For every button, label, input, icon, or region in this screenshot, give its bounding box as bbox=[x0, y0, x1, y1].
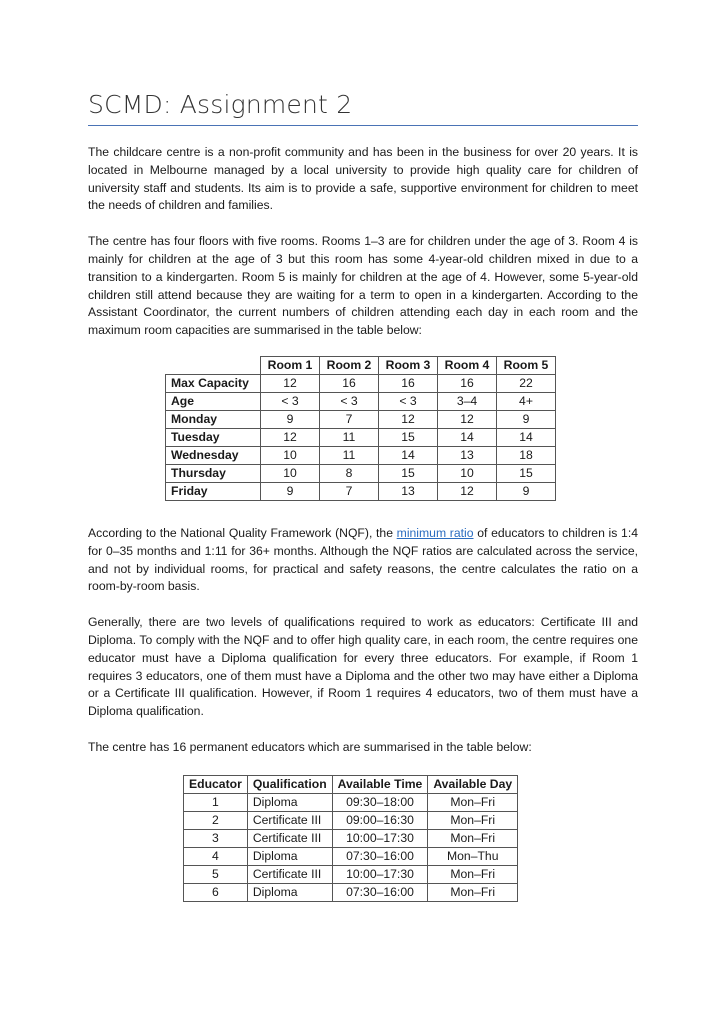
table-row bbox=[166, 482, 556, 500]
table-row bbox=[184, 883, 518, 901]
row-label: Thursday bbox=[166, 464, 261, 482]
table-cell: 10:00–17:30 bbox=[332, 865, 428, 883]
table-cell: Diploma bbox=[247, 883, 332, 901]
ratio-paragraph bbox=[88, 525, 638, 596]
table-cell: Mon–Fri bbox=[428, 883, 518, 901]
table-cell: < 3 bbox=[261, 392, 320, 410]
educators-table-header-row bbox=[184, 775, 518, 793]
table-row bbox=[166, 392, 556, 410]
table-row bbox=[166, 464, 556, 482]
table-cell: 4 bbox=[184, 847, 248, 865]
table-cell: 12 bbox=[261, 374, 320, 392]
table-cell: 18 bbox=[497, 446, 556, 464]
table-cell: Mon–Fri bbox=[428, 829, 518, 847]
table-cell: 9 bbox=[497, 410, 556, 428]
qualifications-paragraph: Generally, there are two levels of qualifications required to work as educators: Certificate III and Diploma. To comply with the NQF and to offer high quality care, in each room, the centre requires one educator must have a Diploma qualification for every three educators. For example, if Room 1 requires 3 educators, one of them must have a Diploma and the other two may have either a Diploma or a Certificate III qualification. However, if Room 1 requires 4 educators, two of them must have a Diploma qualification. bbox=[88, 615, 638, 719]
row-label: Tuesday bbox=[166, 428, 261, 446]
table-cell: 13 bbox=[438, 446, 497, 464]
table-row bbox=[184, 865, 518, 883]
ratio-text-before: According to the National Quality Framework (NQF), the bbox=[88, 525, 397, 540]
row-label: Monday bbox=[166, 410, 261, 428]
table-cell: 16 bbox=[438, 374, 497, 392]
table-cell: 10:00–17:30 bbox=[332, 829, 428, 847]
column-header: Available Day bbox=[428, 775, 518, 793]
table-cell: 3–4 bbox=[438, 392, 497, 410]
table-cell: 12 bbox=[438, 482, 497, 500]
table-cell: 3 bbox=[184, 829, 248, 847]
table-cell: 12 bbox=[261, 428, 320, 446]
table-cell: 22 bbox=[497, 374, 556, 392]
column-header: Qualification bbox=[247, 775, 332, 793]
rooms-table-corner bbox=[166, 356, 261, 374]
table-cell: Mon–Fri bbox=[428, 865, 518, 883]
table-cell: 7 bbox=[320, 482, 379, 500]
rooms-table-header-row bbox=[166, 356, 556, 374]
table-cell: 9 bbox=[497, 482, 556, 500]
row-label: Age bbox=[166, 392, 261, 410]
rooms-paragraph: The centre has four floors with five rooms. Rooms 1–3 are for children under the age of 3. Room 4 is mainly for children at the age of 3 but this room has some 4-year-old children mixed in due to a transition to a kindergarten. Room 5 is mainly for children at the age of 4. However, some 5-year-old children still attend because they are waiting for a term to open in a kindergarten. According to the Assistant Coordinator, the current numbers of children attending each day in each room and the maximum room capacities are summarised in the table below: bbox=[88, 234, 638, 338]
table-cell: 09:30–18:00 bbox=[332, 793, 428, 811]
table-row bbox=[184, 847, 518, 865]
intro-paragraph: The childcare centre is a non-profit community and has been in the business for over 20 years. It is located in Melbourne managed by a local university to provide high quality care for children of university staff and students. Its aim is to provide a safe, supportive environment for children to meet the needs of children and families. bbox=[88, 145, 638, 213]
table-cell: 10 bbox=[438, 464, 497, 482]
table-cell: 09:00–16:30 bbox=[332, 811, 428, 829]
table-cell: 10 bbox=[261, 464, 320, 482]
room-header: Room 4 bbox=[438, 356, 497, 374]
table-cell: 16 bbox=[320, 374, 379, 392]
educators-intro-paragraph: The centre has 16 permanent educators which are summarised in the table below: bbox=[88, 739, 532, 754]
table-cell: Mon–Fri bbox=[428, 811, 518, 829]
table-cell: 07:30–16:00 bbox=[332, 883, 428, 901]
table-row bbox=[184, 811, 518, 829]
table-cell: 10 bbox=[261, 446, 320, 464]
table-row bbox=[184, 829, 518, 847]
room-header: Room 1 bbox=[261, 356, 320, 374]
ratio-text-after: of educators to children is 1:4 for 0–35 months and 1:11 for 36+ months. Although the NQF ratios are calculated across the service, and not by individual rooms, for practical and safety reasons, the centre calculates the ratio on a room-by-room basis. bbox=[88, 525, 638, 594]
title-underline bbox=[88, 125, 638, 126]
table-cell: 15 bbox=[379, 464, 438, 482]
row-label: Max Capacity bbox=[166, 374, 261, 392]
table-cell: 14 bbox=[438, 428, 497, 446]
room-header: Room 5 bbox=[497, 356, 556, 374]
table-cell: 11 bbox=[320, 446, 379, 464]
column-header: Educator bbox=[184, 775, 248, 793]
table-cell: 15 bbox=[497, 464, 556, 482]
page-title: SCMD: Assignment 2 bbox=[88, 90, 353, 119]
table-cell: Mon–Thu bbox=[428, 847, 518, 865]
row-label: Friday bbox=[166, 482, 261, 500]
table-cell: < 3 bbox=[379, 392, 438, 410]
table-cell: 15 bbox=[379, 428, 438, 446]
table-cell: 07:30–16:00 bbox=[332, 847, 428, 865]
table-cell: 14 bbox=[497, 428, 556, 446]
table-cell: 2 bbox=[184, 811, 248, 829]
table-cell: < 3 bbox=[320, 392, 379, 410]
table-cell: 16 bbox=[379, 374, 438, 392]
room-header: Room 2 bbox=[320, 356, 379, 374]
table-row bbox=[166, 374, 556, 392]
table-cell: Mon–Fri bbox=[428, 793, 518, 811]
table-cell: 12 bbox=[438, 410, 497, 428]
table-row bbox=[166, 446, 556, 464]
table-cell: 1 bbox=[184, 793, 248, 811]
table-cell: 13 bbox=[379, 482, 438, 500]
table-cell: Certificate III bbox=[247, 829, 332, 847]
table-cell: Certificate III bbox=[247, 865, 332, 883]
table-row bbox=[166, 428, 556, 446]
table-cell: 9 bbox=[261, 482, 320, 500]
table-cell: 11 bbox=[320, 428, 379, 446]
table-cell: Diploma bbox=[247, 793, 332, 811]
minimum-ratio-link[interactable]: minimum ratio bbox=[396, 525, 474, 540]
table-row bbox=[184, 793, 518, 811]
table-cell: 6 bbox=[184, 883, 248, 901]
educators-table bbox=[183, 775, 518, 902]
table-cell: 5 bbox=[184, 865, 248, 883]
table-cell: Certificate III bbox=[247, 811, 332, 829]
table-cell: Diploma bbox=[247, 847, 332, 865]
column-header: Available Time bbox=[332, 775, 428, 793]
row-label: Wednesday bbox=[166, 446, 261, 464]
table-cell: 8 bbox=[320, 464, 379, 482]
table-row bbox=[166, 410, 556, 428]
table-cell: 4+ bbox=[497, 392, 556, 410]
rooms-table bbox=[165, 356, 556, 501]
table-cell: 9 bbox=[261, 410, 320, 428]
table-cell: 7 bbox=[320, 410, 379, 428]
room-header: Room 3 bbox=[379, 356, 438, 374]
table-cell: 14 bbox=[379, 446, 438, 464]
document-page bbox=[88, 90, 638, 902]
table-cell: 12 bbox=[379, 410, 438, 428]
